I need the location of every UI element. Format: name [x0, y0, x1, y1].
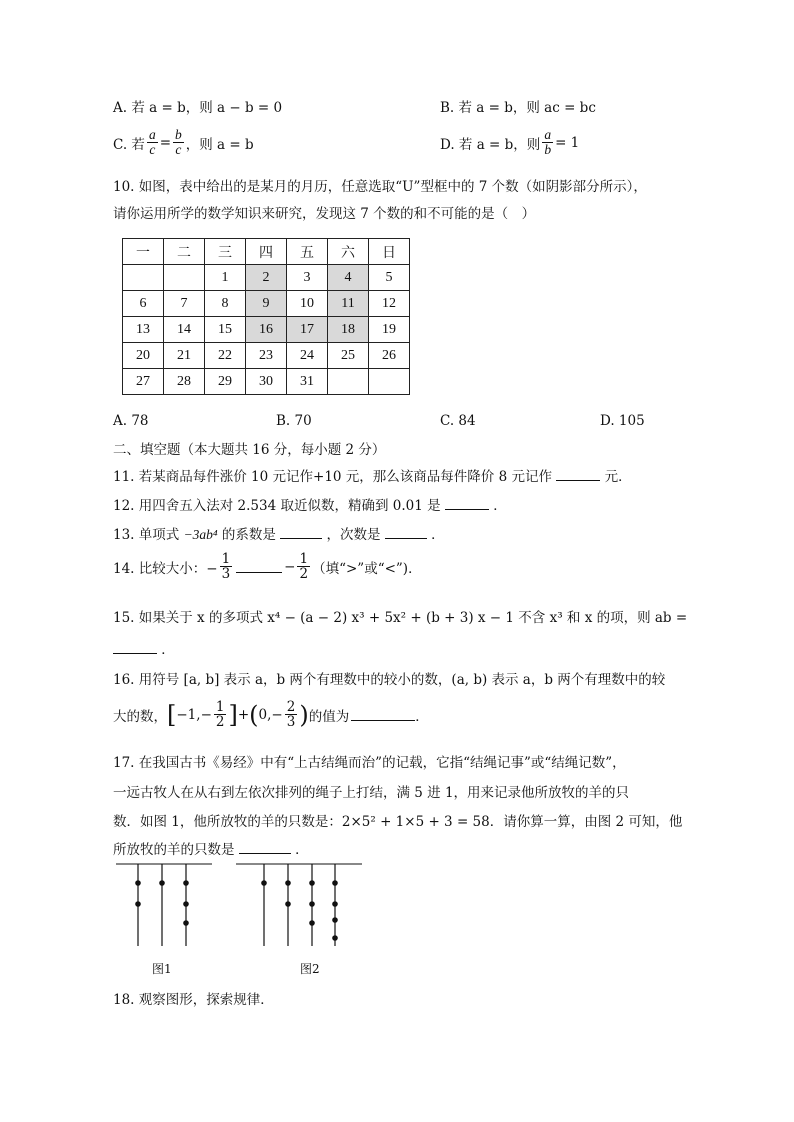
q13-degree-label: ，次数是 [326, 527, 381, 543]
bracket-right: ] [228, 700, 238, 729]
calendar-cell-highlighted: 9 [246, 291, 287, 317]
calendar-cell: 28 [164, 369, 205, 395]
q10-option-a: A. 78 [113, 413, 149, 429]
paren-left: ( [249, 700, 259, 729]
q16-prefix: 大的数， [113, 708, 167, 725]
calendar-row [123, 291, 410, 317]
q15-line1: 15. 如果关于 x 的多项式 x⁴ − (a − 2) x³ + 5x² + (b + 3) x − 1 不含 x³ 和 x 的项，则 ab = [113, 610, 688, 626]
q17-tail: ． [295, 842, 309, 858]
fraction-one-half: $\frac{1}{2}$ [299, 551, 309, 582]
answer-blank[interactable] [556, 468, 600, 481]
calendar-cell: 30 [246, 369, 287, 395]
answer-blank[interactable] [239, 841, 291, 854]
q11 [113, 465, 632, 485]
calendar-cell: 31 [287, 369, 328, 395]
q12-text: 12. 用四舍五入法对 2.534 取近似数，精确到 0.01 是 [113, 498, 441, 514]
q11-text: 11. 若某商品每件涨价 10 元记作+10 元，那么该商品每件降价 8 元记作 [113, 469, 552, 485]
fraction-one-half: $\frac{1}{2}$ [215, 699, 225, 730]
fraction-a-over-c: $\frac{a}{c}$ [148, 127, 156, 157]
calendar-cell: 7 [164, 291, 205, 317]
q10-line2: 请你运用所学的数学知识来研究，发现这 7 个数的和不可能的是（ ） [113, 206, 536, 222]
answer-blank[interactable] [351, 708, 415, 721]
section-heading: 二、填空题（本大题共 16 分，每小题 2 分） [113, 442, 386, 458]
calendar-cell: 10 [287, 291, 328, 317]
q16-tail: ． [415, 708, 429, 725]
q16-line2: 大的数， [ −1,− $\frac{1}{2}$ ] + ( 0,− $\frac{2}{3}$ ) 的值为 ． [113, 699, 429, 730]
figure-2-caption: 图2 [300, 962, 320, 976]
fraction-b-over-c: $\frac{b}{c}$ [175, 127, 182, 157]
calendar-header: 二 [164, 239, 205, 265]
calendar-cell-highlighted: 2 [246, 265, 287, 291]
calendar-cell-highlighted: 17 [287, 317, 328, 343]
q16-value-label: 的值为 [308, 708, 350, 725]
calendar-table [122, 238, 410, 395]
q13-coef-label: 的系数是 [221, 527, 276, 543]
answer-blank[interactable] [113, 641, 157, 654]
calendar-cell: 20 [123, 343, 164, 369]
calendar-cell: 6 [123, 291, 164, 317]
answer-blank[interactable] [280, 526, 322, 539]
q9-option-a: A. 若 a = b，则 a − b = 0 [113, 100, 283, 116]
calendar-row [123, 317, 410, 343]
calendar-cell: 12 [369, 291, 410, 317]
q17-line3: 数．如图 1，他所放牧的羊的只数是：2×5² + 1×5 + 3 = 58．请你算一算，由图 2 可知，他 [113, 814, 683, 830]
calendar-cell: 27 [123, 369, 164, 395]
calendar-cell: 3 [287, 265, 328, 291]
fraction-one-third: $\frac{1}{3}$ [221, 551, 231, 582]
calendar-header: 一 [123, 239, 164, 265]
calendar-header: 四 [246, 239, 287, 265]
figure-1-knots [116, 864, 212, 946]
figure-2-knots [236, 864, 362, 946]
q9-option-c-suffix: ，则 a = b [185, 136, 254, 153]
fraction-two-thirds: $\frac{2}{3}$ [286, 699, 296, 730]
calendar-row [123, 265, 410, 291]
calendar-cell: 13 [123, 317, 164, 343]
calendar-cell: 26 [369, 343, 410, 369]
q18: 18. 观察图形，探索规律． [113, 992, 274, 1008]
calendar-cell: 19 [369, 317, 410, 343]
q9-option-b: B. 若 a = b，则 ac = bc [440, 100, 596, 116]
calendar-header: 五 [287, 239, 328, 265]
q10-line1: 10. 如图，表中给出的是某月的月历，任意选取“U”型框中的 7 个数（如阴影部分所示）， [113, 179, 647, 195]
q17-line2: 一远古牧人在从右到左依次排列的绳子上打结，满 5 进 1，用来记录他所放牧的羊的只 [113, 785, 630, 801]
calendar-cell [328, 369, 369, 395]
q14 [113, 552, 422, 581]
q9-option-d-suffix: = 1 [555, 134, 580, 151]
q9-option-c-prefix: C. 若 [113, 136, 145, 153]
calendar-cell: 21 [164, 343, 205, 369]
knot-figures [110, 858, 370, 953]
calendar-cell-highlighted: 4 [328, 265, 369, 291]
calendar-header: 六 [328, 239, 369, 265]
q15-line2 [113, 638, 175, 658]
calendar-cell: 25 [328, 343, 369, 369]
answer-blank[interactable] [236, 560, 282, 573]
calendar-cell [123, 265, 164, 291]
q14-label: 14. 比较大小：− [113, 560, 218, 577]
q9-option-d-prefix: D. 若 a = b，则 [440, 136, 541, 153]
calendar-cell: 14 [164, 317, 205, 343]
calendar-cell: 1 [205, 265, 246, 291]
q13-label: 13. 单项式 [113, 527, 180, 543]
q10-option-c: C. 84 [440, 413, 476, 429]
q17-line4-text: 所放牧的羊的只数是 [113, 842, 235, 858]
calendar-row [123, 369, 410, 395]
q16-line1: 16. 用符号 [a, b] 表示 a，b 两个有理数中的较小的数，(a, b) 表示 a，b 两个有理数中的较 [113, 672, 666, 688]
q11-tail: 元． [604, 469, 632, 485]
calendar-cell: 22 [205, 343, 246, 369]
q15-tail: ． [161, 642, 175, 658]
calendar-cell [164, 265, 205, 291]
calendar-cell [369, 369, 410, 395]
calendar-cell-highlighted: 11 [328, 291, 369, 317]
q13-tail: ． [431, 527, 445, 543]
calendar-cell-highlighted: 18 [328, 317, 369, 343]
q17-line1: 17. 在我国古书《易经》中有“上古结绳而治”的记载，它指“结绳记事”或“结绳记数”， [113, 755, 626, 771]
calendar-header: 日 [369, 239, 410, 265]
answer-blank[interactable] [385, 526, 427, 539]
q12 [113, 494, 507, 514]
calendar-cell: 29 [205, 369, 246, 395]
answer-blank[interactable] [445, 497, 489, 510]
calendar-cell: 15 [205, 317, 246, 343]
calendar-cell: 23 [246, 343, 287, 369]
q13-monomial: −3ab⁴ [183, 527, 218, 542]
q14-minus: − [284, 558, 296, 575]
calendar-cell: 8 [205, 291, 246, 317]
q10-option-b: B. 70 [276, 413, 312, 429]
q13 [113, 523, 445, 543]
figure-1-caption: 图1 [152, 962, 172, 976]
calendar-header: 三 [205, 239, 246, 265]
q9-option-c: C. 若 $\frac{a}{c}$ = $\frac{b}{c}$ ，则 a = b [113, 127, 254, 157]
calendar-cell: 5 [369, 265, 410, 291]
q9-option-d [440, 128, 579, 157]
calendar-row [123, 343, 410, 369]
q17-line4 [113, 838, 309, 858]
calendar-cell: 24 [287, 343, 328, 369]
bracket-left: [ [167, 700, 177, 729]
q10-option-d: D. 105 [600, 413, 645, 429]
calendar-cell-highlighted: 16 [246, 317, 287, 343]
fraction-a-over-b: $\frac{a}{b}$ [544, 127, 552, 157]
paren-right: ) [299, 700, 309, 729]
calendar-header-row [123, 239, 410, 265]
q14-instruction: （填“>”或“<”)． [312, 560, 422, 577]
q12-tail: ． [493, 498, 507, 514]
